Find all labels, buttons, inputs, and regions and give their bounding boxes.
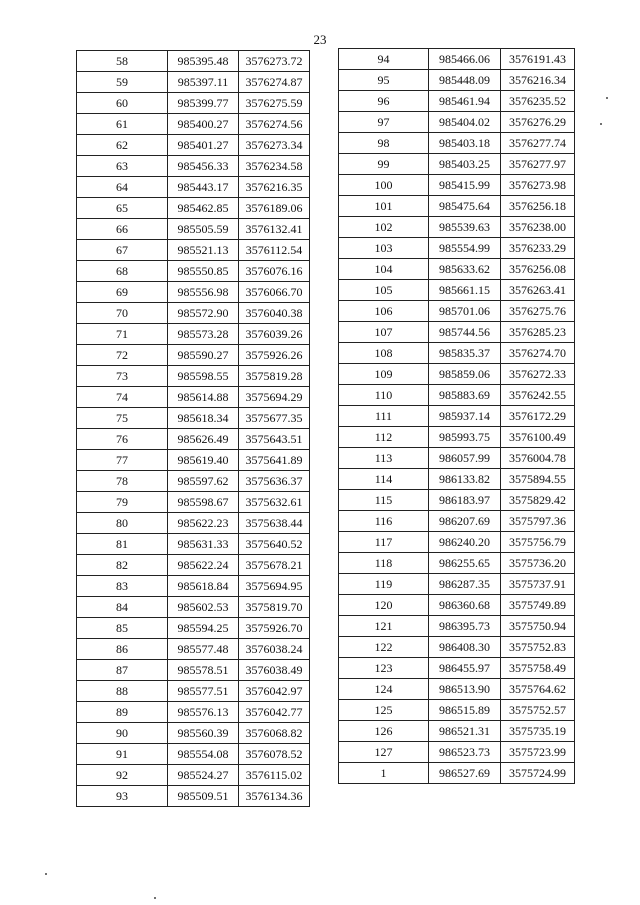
point-number-cell: 99	[339, 154, 429, 175]
table-row	[77, 513, 310, 534]
y-coordinate-cell: 3576076.16	[239, 261, 310, 282]
x-coordinate-cell: 985462.85	[168, 198, 239, 219]
table-row	[339, 637, 575, 658]
point-number-cell: 120	[339, 595, 429, 616]
point-number-cell: 106	[339, 301, 429, 322]
scan-speck	[606, 97, 608, 99]
table-row	[339, 364, 575, 385]
y-coordinate-cell: 3575636.37	[239, 471, 310, 492]
table-row	[339, 259, 575, 280]
x-coordinate-cell: 985521.13	[168, 240, 239, 261]
x-coordinate-cell: 985572.90	[168, 303, 239, 324]
table-row	[77, 408, 310, 429]
y-coordinate-cell: 3576216.34	[501, 70, 575, 91]
table-row	[77, 219, 310, 240]
x-coordinate-cell: 986360.68	[429, 595, 501, 616]
table-row	[339, 406, 575, 427]
y-coordinate-cell: 3575894.55	[501, 469, 575, 490]
x-coordinate-cell: 986287.35	[429, 574, 501, 595]
table-row	[77, 555, 310, 576]
point-number-cell: 119	[339, 574, 429, 595]
table-row	[339, 238, 575, 259]
x-coordinate-cell: 985509.51	[168, 786, 239, 807]
x-coordinate-cell: 985560.39	[168, 723, 239, 744]
x-coordinate-cell: 986133.82	[429, 469, 501, 490]
table-row	[77, 786, 310, 807]
point-number-cell: 97	[339, 112, 429, 133]
table-row	[339, 574, 575, 595]
y-coordinate-cell: 3576066.70	[239, 282, 310, 303]
x-coordinate-cell: 986395.73	[429, 616, 501, 637]
table-row	[77, 429, 310, 450]
point-number-cell: 126	[339, 721, 429, 742]
point-number-cell: 127	[339, 742, 429, 763]
table-row	[77, 450, 310, 471]
x-coordinate-cell: 985619.40	[168, 450, 239, 471]
table-row	[339, 679, 575, 700]
y-coordinate-cell: 3576274.87	[239, 72, 310, 93]
table-row	[339, 511, 575, 532]
table-row	[339, 322, 575, 343]
x-coordinate-cell: 985622.24	[168, 555, 239, 576]
x-coordinate-cell: 985400.27	[168, 114, 239, 135]
y-coordinate-cell: 3576112.54	[239, 240, 310, 261]
x-coordinate-cell: 985626.49	[168, 429, 239, 450]
table-row	[339, 595, 575, 616]
y-coordinate-cell: 3576004.78	[501, 448, 575, 469]
y-coordinate-cell: 3576273.72	[239, 51, 310, 72]
table-row	[77, 639, 310, 660]
y-coordinate-cell: 3576275.59	[239, 93, 310, 114]
point-number-cell: 124	[339, 679, 429, 700]
point-number-cell: 105	[339, 280, 429, 301]
point-number-cell: 96	[339, 91, 429, 112]
table-row	[339, 721, 575, 742]
point-number-cell: 114	[339, 469, 429, 490]
table-row	[339, 700, 575, 721]
y-coordinate-cell: 3575641.89	[239, 450, 310, 471]
y-coordinate-cell: 3576132.41	[239, 219, 310, 240]
y-coordinate-cell: 3575640.52	[239, 534, 310, 555]
point-number-cell: 71	[77, 324, 168, 345]
table-row	[339, 196, 575, 217]
y-coordinate-cell: 3575643.51	[239, 429, 310, 450]
x-coordinate-cell: 985461.94	[429, 91, 501, 112]
point-number-cell: 118	[339, 553, 429, 574]
y-coordinate-cell: 3575797.36	[501, 511, 575, 532]
x-coordinate-cell: 985578.51	[168, 660, 239, 681]
table-row	[77, 135, 310, 156]
table-row	[339, 490, 575, 511]
y-coordinate-cell: 3576038.24	[239, 639, 310, 660]
y-coordinate-cell: 3575758.49	[501, 658, 575, 679]
point-number-cell: 110	[339, 385, 429, 406]
x-coordinate-cell: 985505.59	[168, 219, 239, 240]
point-number-cell: 68	[77, 261, 168, 282]
y-coordinate-cell: 3576191.43	[501, 49, 575, 70]
point-number-cell: 122	[339, 637, 429, 658]
x-coordinate-cell: 985403.18	[429, 133, 501, 154]
x-coordinate-cell: 985594.25	[168, 618, 239, 639]
point-number-cell: 59	[77, 72, 168, 93]
point-number-cell: 91	[77, 744, 168, 765]
x-coordinate-cell: 985415.99	[429, 175, 501, 196]
x-coordinate-cell: 985448.09	[429, 70, 501, 91]
x-coordinate-cell: 985835.37	[429, 343, 501, 364]
y-coordinate-cell: 3576042.97	[239, 681, 310, 702]
point-number-cell: 60	[77, 93, 168, 114]
point-number-cell: 94	[339, 49, 429, 70]
table-row	[77, 765, 310, 786]
table-row	[339, 280, 575, 301]
y-coordinate-cell: 3575764.62	[501, 679, 575, 700]
point-number-cell: 121	[339, 616, 429, 637]
y-coordinate-cell: 3575638.44	[239, 513, 310, 534]
x-coordinate-cell: 986527.69	[429, 763, 501, 784]
y-coordinate-cell: 3576235.52	[501, 91, 575, 112]
y-coordinate-cell: 3575749.89	[501, 595, 575, 616]
x-coordinate-cell: 985859.06	[429, 364, 501, 385]
y-coordinate-cell: 3576038.49	[239, 660, 310, 681]
scan-speck	[45, 873, 47, 875]
point-number-cell: 109	[339, 364, 429, 385]
x-coordinate-cell: 986057.99	[429, 448, 501, 469]
table-row	[77, 681, 310, 702]
x-coordinate-cell: 985633.62	[429, 259, 501, 280]
x-coordinate-cell: 985590.27	[168, 345, 239, 366]
x-coordinate-cell: 985475.64	[429, 196, 501, 217]
x-coordinate-cell: 985399.77	[168, 93, 239, 114]
point-number-cell: 84	[77, 597, 168, 618]
table-row	[339, 70, 575, 91]
x-coordinate-cell: 985554.08	[168, 744, 239, 765]
point-number-cell: 101	[339, 196, 429, 217]
y-coordinate-cell: 3576276.29	[501, 112, 575, 133]
x-coordinate-cell: 985577.48	[168, 639, 239, 660]
x-coordinate-cell: 985576.13	[168, 702, 239, 723]
page-number: 23	[313, 32, 327, 47]
y-coordinate-cell: 3576263.41	[501, 280, 575, 301]
y-coordinate-cell: 3575752.83	[501, 637, 575, 658]
table-row	[77, 261, 310, 282]
table-row	[339, 385, 575, 406]
y-coordinate-cell: 3576234.58	[239, 156, 310, 177]
x-coordinate-cell: 986513.90	[429, 679, 501, 700]
point-number-cell: 92	[77, 765, 168, 786]
table-row	[77, 387, 310, 408]
point-number-cell: 123	[339, 658, 429, 679]
coordinates-table-left	[76, 50, 310, 807]
y-coordinate-cell: 3576042.77	[239, 702, 310, 723]
point-number-cell: 75	[77, 408, 168, 429]
table-row	[77, 282, 310, 303]
x-coordinate-cell: 985618.34	[168, 408, 239, 429]
point-number-cell: 77	[77, 450, 168, 471]
point-number-cell: 108	[339, 343, 429, 364]
x-coordinate-cell: 986207.69	[429, 511, 501, 532]
point-number-cell: 117	[339, 532, 429, 553]
point-number-cell: 76	[77, 429, 168, 450]
coordinates-table-right	[338, 48, 575, 784]
x-coordinate-cell: 985993.75	[429, 427, 501, 448]
table-row	[77, 72, 310, 93]
x-coordinate-cell: 985397.11	[168, 72, 239, 93]
y-coordinate-cell: 3575678.21	[239, 555, 310, 576]
point-number-cell: 87	[77, 660, 168, 681]
x-coordinate-cell: 985404.02	[429, 112, 501, 133]
x-coordinate-cell: 985598.67	[168, 492, 239, 513]
y-coordinate-cell: 3576273.34	[239, 135, 310, 156]
y-coordinate-cell: 3575736.20	[501, 553, 575, 574]
y-coordinate-cell: 3575926.70	[239, 618, 310, 639]
point-number-cell: 107	[339, 322, 429, 343]
point-number-cell: 100	[339, 175, 429, 196]
table-row	[339, 154, 575, 175]
table-row	[77, 492, 310, 513]
y-coordinate-cell: 3575819.70	[239, 597, 310, 618]
table-row	[339, 553, 575, 574]
y-coordinate-cell: 3576242.55	[501, 385, 575, 406]
y-coordinate-cell: 3576068.82	[239, 723, 310, 744]
y-coordinate-cell: 3576189.06	[239, 198, 310, 219]
table-row	[339, 217, 575, 238]
point-number-cell: 74	[77, 387, 168, 408]
y-coordinate-cell: 3576233.29	[501, 238, 575, 259]
x-coordinate-cell: 985573.28	[168, 324, 239, 345]
x-coordinate-cell: 986255.65	[429, 553, 501, 574]
x-coordinate-cell: 985456.33	[168, 156, 239, 177]
y-coordinate-cell: 3576272.33	[501, 364, 575, 385]
point-number-cell: 113	[339, 448, 429, 469]
x-coordinate-cell: 986523.73	[429, 742, 501, 763]
x-coordinate-cell: 985443.17	[168, 177, 239, 198]
table-row	[77, 51, 310, 72]
table-row	[77, 114, 310, 135]
y-coordinate-cell: 3575819.28	[239, 366, 310, 387]
point-number-cell: 64	[77, 177, 168, 198]
table-row	[339, 448, 575, 469]
y-coordinate-cell: 3575756.79	[501, 532, 575, 553]
point-number-cell: 62	[77, 135, 168, 156]
point-number-cell: 88	[77, 681, 168, 702]
point-number-cell: 103	[339, 238, 429, 259]
coordinates-table-left-body	[77, 51, 310, 807]
point-number-cell: 67	[77, 240, 168, 261]
y-coordinate-cell: 3576273.98	[501, 175, 575, 196]
point-number-cell: 104	[339, 259, 429, 280]
point-number-cell: 85	[77, 618, 168, 639]
point-number-cell: 70	[77, 303, 168, 324]
y-coordinate-cell: 3575752.57	[501, 700, 575, 721]
y-coordinate-cell: 3576277.97	[501, 154, 575, 175]
table-row	[77, 366, 310, 387]
y-coordinate-cell: 3576277.74	[501, 133, 575, 154]
point-number-cell: 61	[77, 114, 168, 135]
table-row	[77, 93, 310, 114]
point-number-cell: 89	[77, 702, 168, 723]
x-coordinate-cell: 985631.33	[168, 534, 239, 555]
y-coordinate-cell: 3575750.94	[501, 616, 575, 637]
table-row	[77, 660, 310, 681]
y-coordinate-cell: 3576078.52	[239, 744, 310, 765]
point-number-cell: 63	[77, 156, 168, 177]
x-coordinate-cell: 985661.15	[429, 280, 501, 301]
point-number-cell: 125	[339, 700, 429, 721]
x-coordinate-cell: 985937.14	[429, 406, 501, 427]
y-coordinate-cell: 3576274.70	[501, 343, 575, 364]
y-coordinate-cell: 3576238.00	[501, 217, 575, 238]
y-coordinate-cell: 3576275.76	[501, 301, 575, 322]
point-number-cell: 65	[77, 198, 168, 219]
y-coordinate-cell: 3575723.99	[501, 742, 575, 763]
x-coordinate-cell: 986455.97	[429, 658, 501, 679]
table-row	[77, 345, 310, 366]
y-coordinate-cell: 3575694.95	[239, 576, 310, 597]
table-row	[339, 49, 575, 70]
point-number-cell: 66	[77, 219, 168, 240]
table-row	[77, 198, 310, 219]
y-coordinate-cell: 3576134.36	[239, 786, 310, 807]
y-coordinate-cell: 3575724.99	[501, 763, 575, 784]
x-coordinate-cell: 985550.85	[168, 261, 239, 282]
y-coordinate-cell: 3575926.26	[239, 345, 310, 366]
y-coordinate-cell: 3576115.02	[239, 765, 310, 786]
x-coordinate-cell: 985401.27	[168, 135, 239, 156]
point-number-cell: 98	[339, 133, 429, 154]
table-row	[339, 343, 575, 364]
table-row	[77, 702, 310, 723]
y-coordinate-cell: 3575677.35	[239, 408, 310, 429]
point-number-cell: 69	[77, 282, 168, 303]
table-row	[339, 616, 575, 637]
y-coordinate-cell: 3576285.23	[501, 322, 575, 343]
coordinates-table-right-body	[339, 49, 575, 784]
point-number-cell: 95	[339, 70, 429, 91]
point-number-cell: 90	[77, 723, 168, 744]
table-row	[339, 427, 575, 448]
scan-speck	[154, 897, 156, 899]
x-coordinate-cell: 985883.69	[429, 385, 501, 406]
x-coordinate-cell: 986515.89	[429, 700, 501, 721]
y-coordinate-cell: 3576172.29	[501, 406, 575, 427]
point-number-cell: 80	[77, 513, 168, 534]
y-coordinate-cell: 3576256.18	[501, 196, 575, 217]
table-row	[339, 532, 575, 553]
point-number-cell: 102	[339, 217, 429, 238]
y-coordinate-cell: 3575829.42	[501, 490, 575, 511]
point-number-cell: 78	[77, 471, 168, 492]
table-row	[77, 240, 310, 261]
x-coordinate-cell: 986240.20	[429, 532, 501, 553]
y-coordinate-cell: 3576274.56	[239, 114, 310, 135]
point-number-cell: 111	[339, 406, 429, 427]
x-coordinate-cell: 986183.97	[429, 490, 501, 511]
table-row	[77, 744, 310, 765]
point-number-cell: 81	[77, 534, 168, 555]
point-number-cell: 58	[77, 51, 168, 72]
y-coordinate-cell: 3575694.29	[239, 387, 310, 408]
x-coordinate-cell: 985597.62	[168, 471, 239, 492]
table-row	[77, 471, 310, 492]
x-coordinate-cell: 985598.55	[168, 366, 239, 387]
x-coordinate-cell: 986408.30	[429, 637, 501, 658]
table-row	[339, 763, 575, 784]
y-coordinate-cell: 3575737.91	[501, 574, 575, 595]
y-coordinate-cell: 3575632.61	[239, 492, 310, 513]
x-coordinate-cell: 985614.88	[168, 387, 239, 408]
point-number-cell: 1	[339, 763, 429, 784]
point-number-cell: 112	[339, 427, 429, 448]
x-coordinate-cell: 985539.63	[429, 217, 501, 238]
point-number-cell: 79	[77, 492, 168, 513]
x-coordinate-cell: 985618.84	[168, 576, 239, 597]
point-number-cell: 72	[77, 345, 168, 366]
table-row	[339, 175, 575, 196]
table-row	[339, 658, 575, 679]
point-number-cell: 86	[77, 639, 168, 660]
point-number-cell: 116	[339, 511, 429, 532]
table-row	[77, 597, 310, 618]
x-coordinate-cell: 985577.51	[168, 681, 239, 702]
table-row	[77, 534, 310, 555]
table-row	[77, 303, 310, 324]
x-coordinate-cell: 985395.48	[168, 51, 239, 72]
table-row	[77, 324, 310, 345]
table-row	[339, 742, 575, 763]
table-row	[77, 177, 310, 198]
table-row	[339, 469, 575, 490]
y-coordinate-cell: 3576100.49	[501, 427, 575, 448]
table-row	[77, 156, 310, 177]
table-row	[339, 301, 575, 322]
x-coordinate-cell: 986521.31	[429, 721, 501, 742]
x-coordinate-cell: 985466.06	[429, 49, 501, 70]
table-row	[339, 91, 575, 112]
y-coordinate-cell: 3576216.35	[239, 177, 310, 198]
table-row	[339, 133, 575, 154]
y-coordinate-cell: 3576256.08	[501, 259, 575, 280]
x-coordinate-cell: 985701.06	[429, 301, 501, 322]
table-row	[77, 723, 310, 744]
y-coordinate-cell: 3576039.26	[239, 324, 310, 345]
x-coordinate-cell: 985524.27	[168, 765, 239, 786]
y-coordinate-cell: 3575735.19	[501, 721, 575, 742]
point-number-cell: 115	[339, 490, 429, 511]
point-number-cell: 93	[77, 786, 168, 807]
x-coordinate-cell: 985556.98	[168, 282, 239, 303]
y-coordinate-cell: 3576040.38	[239, 303, 310, 324]
x-coordinate-cell: 985554.99	[429, 238, 501, 259]
x-coordinate-cell: 985622.23	[168, 513, 239, 534]
x-coordinate-cell: 985403.25	[429, 154, 501, 175]
x-coordinate-cell: 985602.53	[168, 597, 239, 618]
point-number-cell: 73	[77, 366, 168, 387]
point-number-cell: 83	[77, 576, 168, 597]
table-row	[339, 112, 575, 133]
scan-speck	[600, 123, 602, 125]
point-number-cell: 82	[77, 555, 168, 576]
x-coordinate-cell: 985744.56	[429, 322, 501, 343]
table-row	[77, 576, 310, 597]
table-row	[77, 618, 310, 639]
